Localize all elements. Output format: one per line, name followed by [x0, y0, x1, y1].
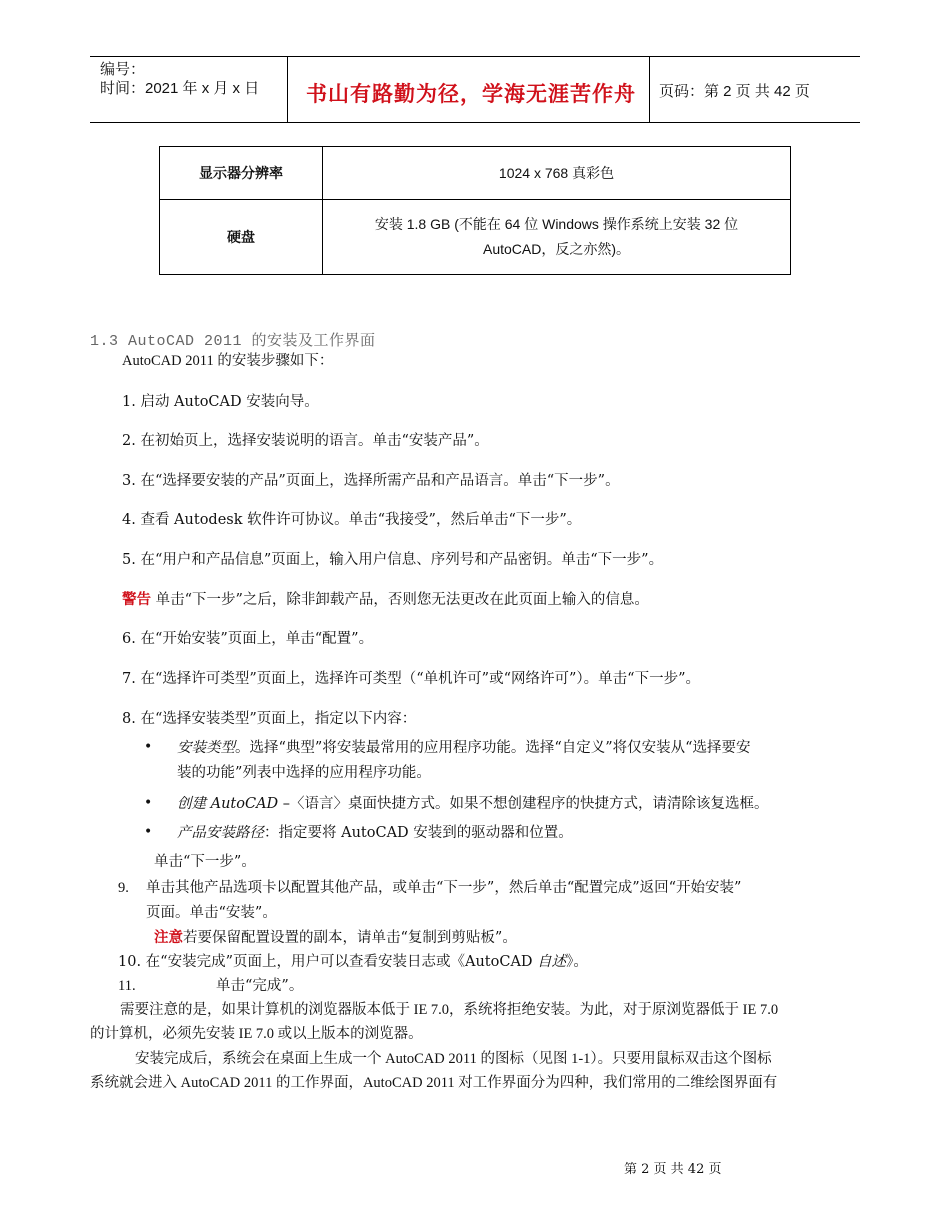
step-7: 7. 在“选择许可类型”页面上，选择许可类型（“单机许可”或“网络许可”）。单击“下一步”。 — [122, 671, 700, 687]
paragraph-after-install-line1: 安装完成后，系统会在桌面上生成一个 AutoCAD 2011 的图标（见图 1-1）。只要用鼠标双击这个图标 — [135, 1051, 772, 1067]
step-9-number: 9. — [118, 880, 129, 896]
header-number-label: 编号： — [100, 61, 146, 78]
step-3: 3. 在“选择要安装的产品”页面上，选择所需产品和产品语言。单击“下一步”。 — [122, 473, 620, 489]
spec-value-line: AutoCAD，反之亦然)。 — [482, 241, 631, 257]
note-label: 注意 — [154, 929, 183, 946]
step-4: 4. 查看 Autodesk 软件许可协议。单击“我接受”，然后单击“下一步”。 — [122, 512, 582, 528]
note-text: 若要保留配置设置的副本，请单击“复制到剪贴板”。 — [183, 930, 517, 946]
spec-value: 1024 x 768 真彩色 — [323, 147, 791, 200]
bullet-text: –〈语言〉桌面快捷方式。如果不想创建程序的快捷方式，请清除该复选框。 — [278, 796, 769, 812]
bullet-icon: • — [144, 739, 153, 755]
bullet-install-type — [177, 737, 751, 759]
step-10-end: 》。 — [566, 954, 588, 970]
step-11: 单击“完成”。 — [216, 978, 304, 994]
warning-note — [122, 589, 649, 611]
note — [154, 927, 517, 949]
bullet-install-path — [177, 822, 573, 844]
header-divider — [649, 56, 650, 122]
spec-key: 显示器分辨率 — [160, 147, 323, 200]
header-motto: 书山有路勤为径，学海无涯苦作舟 — [306, 82, 636, 106]
bullet-text: ：指定要将 AutoCAD 安装到的驱动器和位置。 — [264, 825, 573, 841]
header-date: 时间：2021 年 x 月 x 日 — [100, 80, 260, 97]
bullet-term: 产品安装路径 — [177, 825, 264, 841]
bullet-term: 创建 AutoCAD — [177, 796, 279, 812]
warning-label: 警告 — [122, 591, 151, 608]
header-top-rule — [90, 56, 860, 57]
header-divider — [287, 56, 288, 122]
spec-value — [323, 200, 791, 275]
step-8: 8. 在“选择安装类型”页面上，指定以下内容： — [122, 711, 417, 727]
step-2: 2. 在初始页上，选择安装说明的语言。单击“安装产品”。 — [122, 433, 489, 449]
bullet-icon: • — [144, 824, 153, 840]
step-5: 5. 在“用户和产品信息”页面上，输入用户信息、序列号和产品密钥。单击“下一步”。 — [122, 552, 664, 568]
table-row — [160, 200, 791, 275]
bullet-icon: • — [144, 795, 153, 811]
spec-key: 硬盘 — [160, 200, 323, 275]
step-11-number: 11. — [118, 978, 136, 994]
section-title: 1.3 AutoCAD 2011 的安装及工作界面 — [90, 333, 376, 350]
step-9-cont: 页面。单击“安装”。 — [146, 905, 277, 921]
paragraph-browser-line1: 需要注意的是，如果计算机的浏览器版本低于 IE 7.0，系统将拒绝安装。为此，对于原浏览器低于 IE 7.0 — [120, 1002, 779, 1018]
step-10-readme: 自述 — [537, 954, 567, 970]
step-8-tail: 单击“下一步”。 — [154, 854, 256, 870]
table-row — [160, 147, 791, 200]
step-10-text: 10. 在“安装完成”页面上，用户可以查看安装日志或《AutoCAD — [118, 954, 538, 970]
paragraph-after-install-line2: 系统就会进入 AutoCAD 2011 的工作界面，AutoCAD 2011 对工作界面分为四种，我们常用的二维绘图界面有 — [90, 1075, 778, 1091]
section-intro: AutoCAD 2011 的安装步骤如下： — [122, 353, 334, 369]
spec-value-line: 安装 1.8 GB (不能在 64 位 Windows 操作系统上安装 32 位 — [374, 216, 739, 232]
paragraph-browser-line2: 的计算机，必须先安装 IE 7.0 或以上版本的浏览器。 — [90, 1026, 423, 1042]
bullet-text: 。选择“典型”将安装最常用的应用程序功能。选择“自定义”将仅安装从“选择要安 — [235, 740, 751, 756]
step-9: 单击其他产品选项卡以配置其他产品，或单击“下一步”，然后单击“配置完成”返回“开始安装” — [146, 880, 742, 896]
step-10 — [118, 951, 588, 973]
page-footer: 第 2 页 共 42 页 — [624, 1162, 722, 1177]
spec-table — [159, 146, 791, 275]
header-bottom-rule — [90, 122, 860, 123]
bullet-install-type-cont: 装的功能”列表中选择的应用程序功能。 — [177, 765, 431, 781]
step-1: 1. 启动 AutoCAD 安装向导。 — [122, 394, 319, 410]
header-page-label: 页码：第 2 页 共 42 页 — [659, 83, 810, 100]
bullet-shortcut — [177, 793, 769, 815]
bullet-term: 安装类型 — [177, 740, 235, 756]
step-6: 6. 在“开始安装”页面上，单击“配置”。 — [122, 631, 374, 647]
warning-text: 单击“下一步”之后，除非卸载产品，否则您无法更改在此页面上输入的信息。 — [151, 592, 649, 608]
